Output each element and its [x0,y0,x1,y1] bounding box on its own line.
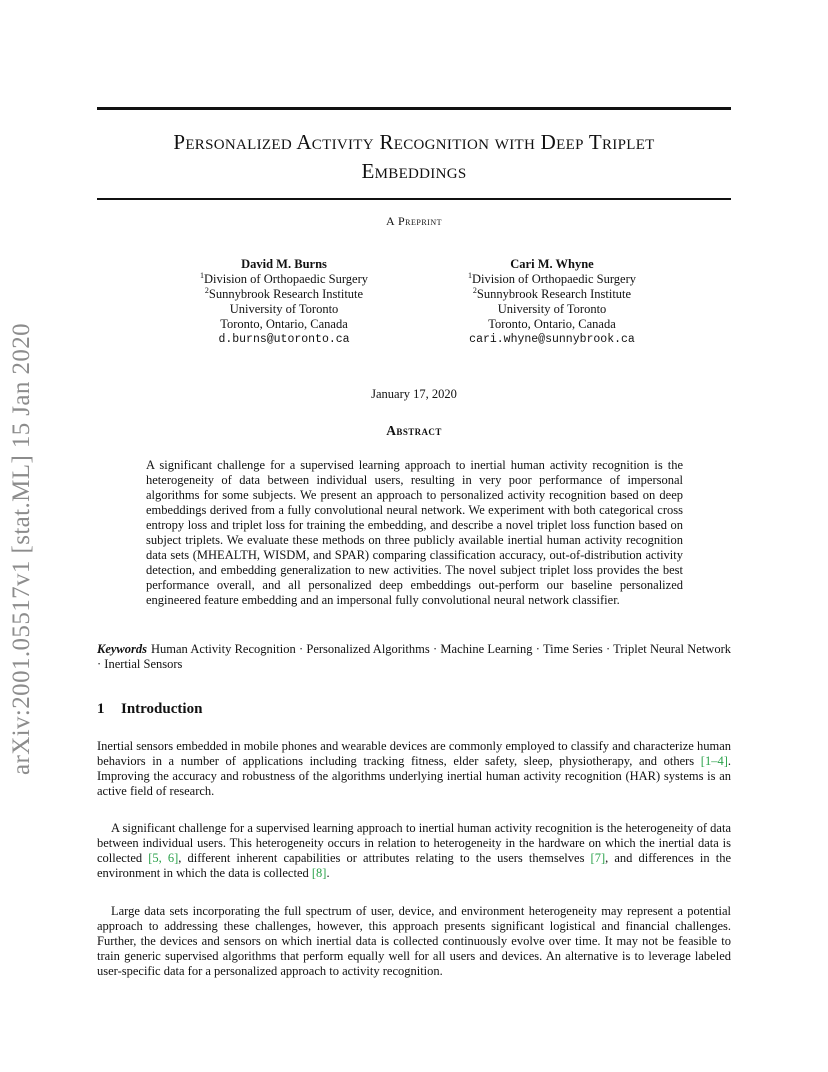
citation-link[interactable]: [7] [590,851,606,865]
section-number: 1 [97,701,105,717]
author-email[interactable]: cari.whyne@sunnybrook.ca [469,333,635,346]
arxiv-sidebar-stamp: arXiv:2001.05517v1 [stat.ML] 15 Jan 2020 [8,322,35,775]
author-affiliation-1: $^1$Division of Orthopaedic Surgery [468,270,636,286]
intro-paragraph-1: Inertial sensors embedded in mobile phones and wearable devices are commonly employed to classify and characterize human behaviors in a number of applications including tracking fitness, elder safety, sleep, physiotherapy, and others [1–4]. Improving the accuracy and robustness of the algorithms underlying inertial human activity recognition (HAR) systems is an active field of research. [97,739,731,798]
author-affiliation-1: $^1$Division of Orthopaedic Surgery [200,270,368,286]
section-title: Introduction [121,701,203,717]
author-university: University of Toronto [229,302,339,316]
author-city: Toronto, Ontario, Canada [220,317,348,331]
abstract-text: A significant challenge for a supervised learning approach to inertial human activity recognition is the heterogeneity of data between individual users, resulting in very poor performance of impersonal algorithms for some subjects. We present an approach to personalized activity recognition based on deep embeddings derived from a fully convolutional neural network. We experiment with both categorical cross entropy loss and triplet loss for training the embedding, and describe a novel triplet loss function based on subject triplets. We evaluate these methods on three publicly available inertial human activity recognition data sets (MHEALTH, WISDM, and SPAR) comparing classification accuracy, out-of-distribution activity detection, and embedding generalization to new activities. The novel subject triplet loss provides the best performance overall, and all personalized deep embeddings out-perform our baseline personalized engineered feature embedding and an impersonal fully convolutional neural network classifier. [146,458,683,607]
keywords-label: Keywords [97,642,147,656]
citation-link[interactable]: [5, 6] [148,851,179,865]
author-affiliation-2: $^2$Sunnybrook Research Institute [472,285,632,301]
intro-paragraph-2: A significant challenge for a supervised learning approach to inertial human activity recognition is the heterogeneity of data between individual users. This heterogeneity occurs in relation to heterogeneity in the hardware on which the inertial data is collected [5, 6], different inherent capabilities or attributes relating to the users themselves [7], and differences in the environment in which the data is collected [8]. [97,821,731,880]
keywords-text: Human Activity Recognition · Personalized Algorithms · Machine Learning · Time Series · Triplet Neural Network · Inertial Sensors [97,642,731,671]
keywords [97,642,731,672]
paper-title [97,128,731,186]
author-email[interactable]: d.burns@utoronto.ca [218,333,350,346]
title-bottom-rule [97,198,731,200]
abstract-heading: Abstract [386,423,442,438]
section-heading [97,701,202,718]
author-name: David M. Burns [241,257,327,271]
paper-title-line1: Personalized Activity Recognition with Deep Triplet [173,130,655,154]
author-block-2 [432,257,672,347]
author-affiliation-2: $^2$Sunnybrook Research Institute [204,285,364,301]
citation-link[interactable]: [8] [311,866,327,880]
paper-title-line2: Embeddings [361,159,467,183]
author-name: Cari M. Whyne [510,257,594,271]
title-top-rule [97,107,731,110]
paper-date: January 17, 2020 [371,387,457,401]
intro-paragraph-3: Large data sets incorporating the full spectrum of user, device, and environment heterogeneity may represent a potential approach to addressing these challenges, however, this approach presents significant logistical and financial challenges. Further, the devices and sensors on which inertial data is collected continuously evolve over time. It may not be feasible to train generic supervised algorithms that perform equally well for all users and devices. An alternative is to leverage labeled user-specific data for a personalized approach to activity recognition. [97,904,731,978]
citation-link[interactable]: [1–4] [700,754,728,768]
preprint-label: A Preprint [385,214,442,228]
author-university: University of Toronto [497,302,607,316]
author-city: Toronto, Ontario, Canada [488,317,616,331]
author-block-1 [164,257,404,347]
